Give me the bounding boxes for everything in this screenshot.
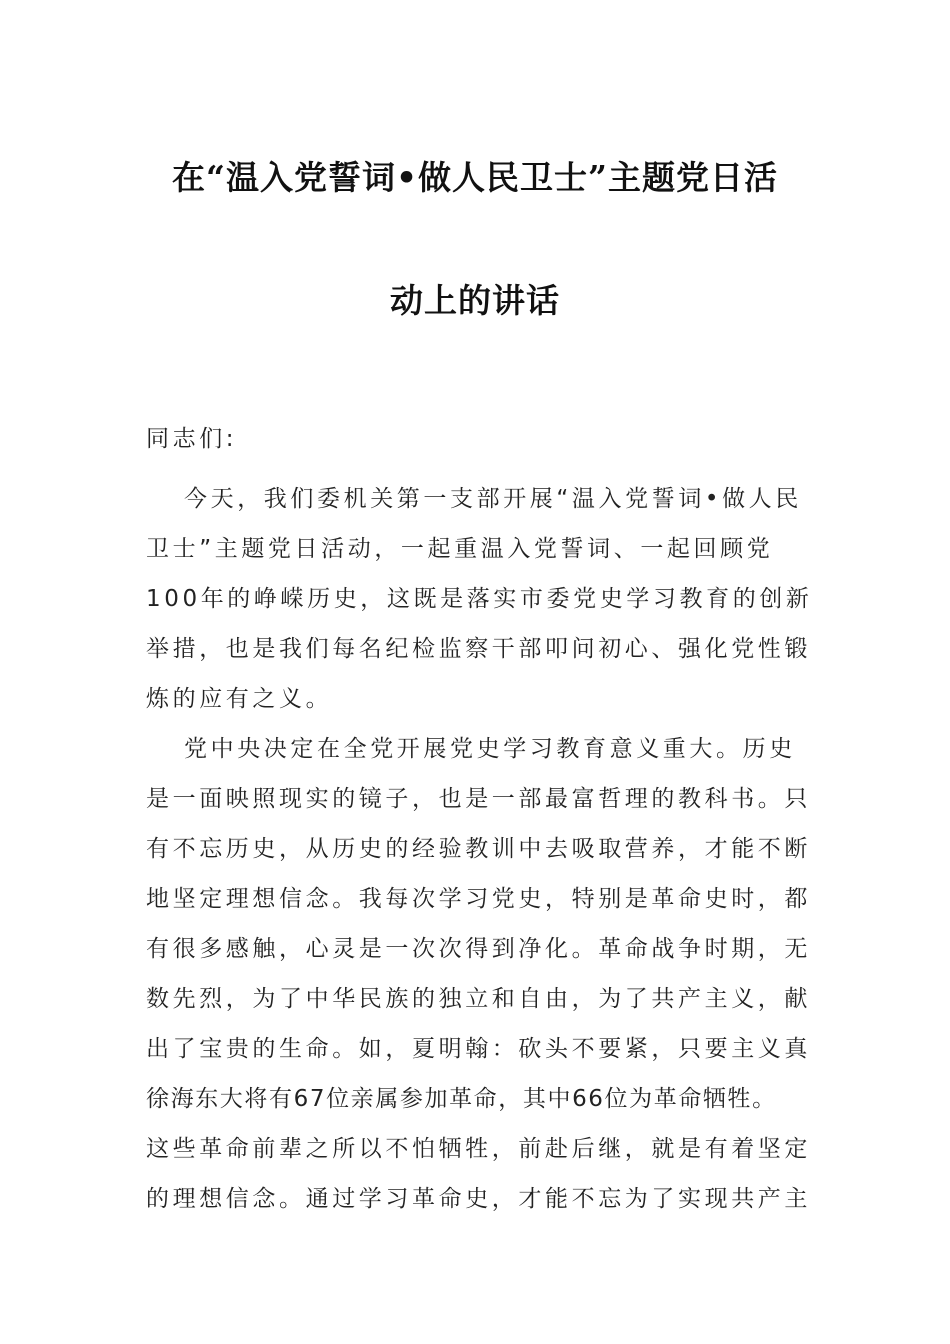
paragraph-1-line-1: 今天，我们委机关第一支部开展“温入党誓词•做人民 [184,486,802,512]
paragraph-2-line-1: 党中央决定在全党开展党史学习教育意义重大。历史 [184,736,796,762]
paragraph-2-line-2: 是一面映照现实的镜子，也是一部最富哲理的教科书。只 [146,786,811,812]
paragraph-1-line-2: 卫士”主题党日活动，一起重温入党誓词、一起回顾党 [146,536,774,562]
paragraph-1-line-4: 举措，也是我们每名纪检监察干部叩问初心、强化党性锻 [146,636,811,662]
paragraph-2-line-10: 的理想信念。通过学习革命史，才能不忘为了实现共产主 [146,1186,811,1212]
paragraph-1-line-5: 炼的应有之义。 [146,686,333,712]
document-title-line-1: 在“温入党誓词•做人民卫士”主题党日活 [171,158,779,197]
paragraph-2-line-3: 有不忘历史，从历史的经验教训中去吸取营养，才能不断 [146,836,811,862]
paragraph-2-line-6: 数先烈，为了中华民族的独立和自由，为了共产主义，献 [146,986,811,1012]
document-title-line-2: 动上的讲话 [390,281,560,320]
paragraph-2-line-9: 这些革命前辈之所以不怕牺牲，前赴后继，就是有着坚定 [146,1136,811,1162]
paragraph-2-line-8: 徐海东大将有67位亲属参加革命，其中66位为革命牺牲。 [146,1086,777,1112]
paragraph-2-line-5: 有很多感触，心灵是一次次得到净化。革命战争时期，无 [146,936,811,962]
paragraph-1-line-3: 100年的峥嵘历史，这既是落实市委党史学习教育的创新 [146,586,813,612]
salutation: 同志们: [146,426,238,452]
paragraph-2-line-7: 出了宝贵的生命。如，夏明翰：砍头不要紧，只要主义真 [146,1036,811,1062]
paragraph-2-line-4: 地坚定理想信念。我每次学习党史，特别是革命史时，都 [146,886,811,912]
